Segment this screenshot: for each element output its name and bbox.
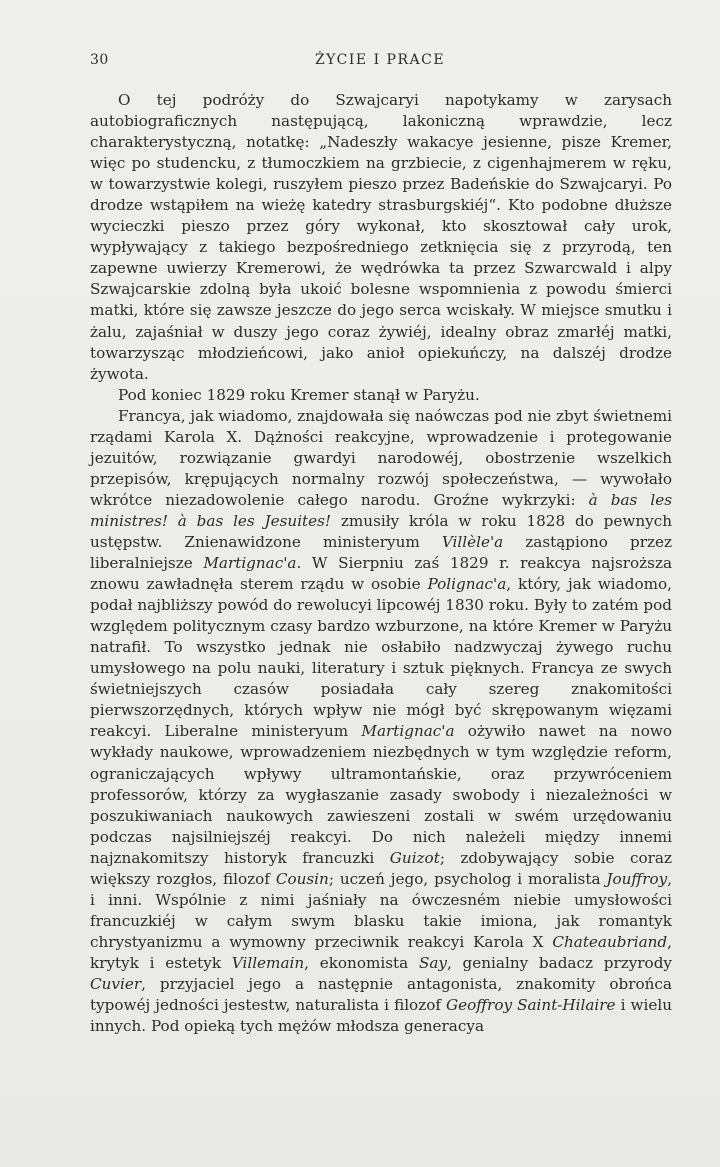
text-segment: , który, jak wiadomo, podał najbliższy powód do rewolucyi lipcowéj 1830 roku. Były to zatém pod względem politycznym czasy bardzo wzburzone, na które Kremer w Paryżu natrafił. To wszystko jednak nie osłabiło nadzwyczaj żywego ruchu umysłowego na polu nauki, literatury i sztuk pięknych. Francya ze swych świetniejszych czasów posiadała cały szereg znakomitości pierwszorzędnych, których wpływ nie mógł być skrępowanym więzami reakcyi. Liberalne ministeryum bbox=[90, 575, 672, 741]
running-title: ŻYCIE I PRACE bbox=[314, 52, 446, 68]
text-segment: , ekonomista bbox=[304, 953, 419, 972]
italic-text-segment: Jouffroy bbox=[606, 869, 668, 888]
italic-text-segment: Villèle'a bbox=[441, 532, 504, 551]
italic-text-segment: Villemain bbox=[231, 953, 305, 972]
italic-text-segment: Cousin bbox=[275, 869, 329, 888]
italic-text-segment: Martignac'a bbox=[361, 722, 455, 741]
text-segment: , i inni. Wspólnie z nimi jaśniały na ówczesném niebie umysłowości francuzkiéj w całym swym blasku takie imiona, jak romantyk chrystyanizmu a wymowny przeciwnik reakcyi Karola X bbox=[90, 869, 673, 951]
page-header bbox=[90, 52, 670, 74]
text-segment: O tej podróży do Szwajcaryi napotykamy w zarysach autobiograficznych następującą, lakoniczną wprawdzie, lecz charakterystyczną, notatkę: „Nadeszły wakacye jesienne, pisze Kremer, więc po studencku, z tłumoczkiem na grzbiecie, z cigenhajmerem w ręku, w towarzystwie kolegi, ruszyłem pieszo przez Badeńskie do Szwajcaryi. Po drodze wstąpiłem na wieżę katedry strasburgskiéj“. Kto podobne dłuższe wycieczki pieszo przez góry wykonał, kto skosztował cały urok, wypływający z takiego bezpośredniego zetknięcia się z przyrodą, ten zapewne uwierzy Kremerowi, że wędrówka ta przez Szwarcwald i alpy Szwajcarskie zdolną była ukoić bolesne wspomnienia z powodu śmierci matki, które się zawsze jeszcze do jego serca wciskały. W miejsce smutku i żalu, zajaśniał w duszy jego coraz żywiéj, idealny obraz zmarłéj matki, towarzysząc młodzieńcowi, jako anioł opiekuńczy, na dalszéj drodze żywota. bbox=[90, 91, 672, 383]
italic-text-segment: Guizot bbox=[389, 848, 440, 867]
page-number: 30 bbox=[90, 52, 109, 68]
body-text bbox=[90, 90, 672, 1037]
text-segment: , krytyk i estetyk bbox=[90, 932, 672, 972]
text-segment: Pod koniec 1829 roku Kremer stanął w Paryżu. bbox=[118, 385, 480, 404]
text-segment: Francya, jak wiadomo, znajdowała się naówczas pod nie zbyt świetnemi rządami Karola X. Dążności reakcyjne, wprowadzenie i protegowanie jezuitów, rozwiązanie gwardyi narodowéj, obostrzenie wszelkich przepisów, krępujących normalny rozwój społeczeństwa, — wywołało wkrótce niezadowolenie całego narodu. Groźne wykrzyki: bbox=[90, 406, 672, 509]
paragraph bbox=[90, 90, 672, 385]
italic-text-segment: Martignac'a bbox=[203, 554, 297, 573]
italic-text-segment: Cuvier bbox=[90, 974, 142, 993]
text-segment: zmusiły króla w roku 1828 do pewnych ustępstw. Znienawidzone ministeryum bbox=[90, 511, 673, 551]
text-segment: ; zdobywający sobie coraz większy rozgłos, filozof bbox=[90, 848, 672, 888]
text-segment: ożywiło nawet na nowo wykłady naukowe, wprowadzeniem niezbędnych w tym względzie reform, ograniczających wpływy ultramontańskie, oraz przywróceniem professorów, którzy za wygłaszanie zasady swobody i niezależności w poszukiwaniach naukowych zawieszeni zostali w swém urzędowaniu podczas najsilniejszéj reakcyi. Do nich należeli między innemi najznakomitszy historyk francuzki bbox=[90, 722, 672, 867]
italic-text-segment: Geoffroy Saint-Hilaire bbox=[446, 996, 616, 1015]
text-segment: zastąpiono przez liberalniejsze bbox=[90, 532, 672, 573]
text-segment: ; uczeń jego, psycholog i moralista bbox=[328, 869, 607, 888]
text-segment: i wielu innych. Pod opieką tych mężów młodsza generacya bbox=[90, 996, 672, 1036]
text-segment: , genialny badacz przyrody bbox=[446, 953, 672, 972]
italic-text-segment: Polignac'a bbox=[427, 575, 507, 594]
italic-text-segment: Say bbox=[418, 953, 447, 972]
paragraph bbox=[90, 385, 672, 406]
italic-text-segment: Chateaubriand bbox=[552, 932, 668, 951]
text-segment: , przyjaciel jego a następnie antagonista, znakomity obrońca typowéj jedności jestestw, naturalista i filozof bbox=[90, 974, 672, 1015]
text-segment: . W Sierpniu zaś 1829 r. reakcya najsroższa znowu zawładnęła sterem rządu w osobie bbox=[90, 554, 673, 594]
paragraph bbox=[90, 406, 672, 1037]
italic-text-segment: à bas les ministres! à bas les Jesuites! bbox=[90, 490, 672, 530]
